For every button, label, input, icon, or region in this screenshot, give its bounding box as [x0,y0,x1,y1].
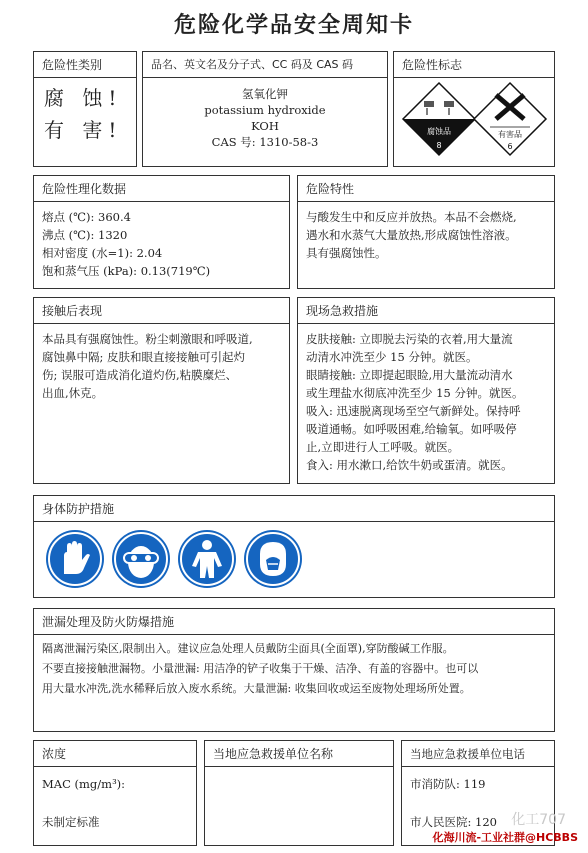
exposure-line: 出血,休克。 [42,386,104,400]
melting-point: 熔点 (℃): 360.4 [42,210,131,224]
identity-header: 品名、英文名及分子式、CC 码及 CAS 码 [143,52,387,78]
harmful-sign-icon [474,83,546,155]
gloves-icon [46,530,104,588]
fire-department-phone: 市消防队: 119 [410,777,486,791]
hazard-sign-box [393,51,555,167]
spill-line: 隔离泄漏污染区,限制出入。建议应急处理人员戴防尘面具(全面罩),穿防酸碱工作服。 [42,642,454,655]
vapor-pressure: 饱和蒸气压 (kPa): 0.13(719℃) [42,264,211,278]
watermark: 化海川流-工业社群@HCBBS [432,831,578,844]
first-aid-box [297,297,555,484]
watermark-faint: 化工707 [511,812,566,828]
physchem-lines [42,208,283,280]
spill-line: 用大量水冲洗,洗水稀释后放入废水系统。大量泄漏: 收集回收或运至废物处理场所处置。 [42,682,471,695]
hazard-sign-header: 危险性标志 [394,52,554,78]
spill-box [33,608,555,732]
rescue-unit-header: 当地应急救援单位名称 [205,741,393,767]
exposure-line: 伤; 误服可造成消化道灼伤,粘膜糜烂、 [42,368,238,382]
first-aid-line: 吸入: 迅速脱离现场至空气新鲜处。保持呼 [306,404,521,418]
hazard-props-line: 具有强腐蚀性。 [306,246,387,260]
hazard-props-line: 遇水和水蒸气大量放热,形成腐蚀性溶液。 [306,228,517,242]
exposure-line: 腐蚀鼻中隔; 皮肤和眼直接接触可引起灼 [42,350,246,364]
concentration-box [33,740,197,846]
first-aid-line: 止,立即进行人工呼吸。就医。 [306,440,460,454]
physchem-box [33,175,290,289]
first-aid-line: 吸道通畅。如呼吸困难,给输氧。如呼吸停 [306,422,517,436]
rescue-unit-box [204,740,394,846]
corrosive-sign-icon [403,83,475,155]
chemical-cn-name: 氢氧化钾 [242,87,288,101]
hazard-category-line1: 腐 蚀! [44,86,123,110]
harmful-sign-number: 6 [507,142,513,151]
corrosive-sign-number: 8 [436,141,442,150]
hazard-category-line2: 有 害! [44,118,123,142]
corrosive-sign-label: 腐蚀品 [427,127,451,136]
spill-lines [42,639,548,699]
concentration-header: 浓度 [34,741,196,767]
chemical-cas: CAS 号: 1310-58-3 [211,135,319,149]
spill-line: 不要直接接触泄漏物。小量泄漏: 用洁净的铲子收集于干燥、洁净、有盖的容器中。也可以 [42,662,479,675]
first-aid-line: 食入: 用水漱口,给饮牛奶或蛋清。就医。 [306,458,513,472]
exposure-line: 本品具有强腐蚀性。粉尘刺激眼和呼吸道, [42,332,253,346]
harmful-sign-label: 有害品 [498,130,522,139]
hazard-category-header: 危险性类别 [34,52,136,78]
exposure-header: 接触后表现 [34,298,289,324]
hazard-pictograms [394,79,554,165]
relative-density: 相对密度 (水=1): 2.04 [42,246,163,260]
respirator-icon [244,530,302,588]
first-aid-lines [306,330,548,474]
hazard-props-box [297,175,555,289]
first-aid-line: 皮肤接触: 立即脱去污染的衣着,用大量流 [306,332,513,346]
page-title: 危险化学品安全周知卡 [173,13,414,38]
first-aid-header: 现场急救措施 [298,298,554,324]
protection-box [33,495,555,598]
identity-box [142,51,388,167]
first-aid-line: 或生理盐水彻底冲洗至少 15 分钟。就医。 [306,386,524,400]
spill-header: 泄漏处理及防火防爆措施 [34,609,554,635]
goggles-icon [112,530,170,588]
hazard-category-box [33,51,137,167]
hazard-props-line: 与酸发生中和反应并放热。本品不会燃烧, [306,210,517,224]
physchem-header: 危险性理化数据 [34,176,289,202]
concentration-value: 未制定标准 [42,815,100,829]
concentration-mac: MAC (mg/m³): [42,777,126,791]
chemical-formula: KOH [251,119,279,133]
hazard-props-lines [306,208,548,262]
exposure-lines [42,330,283,402]
chemical-en-name: potassium hydroxide [204,103,326,117]
exposure-box [33,297,290,484]
protective-suit-icon [178,530,236,588]
identity-text [143,86,387,150]
rescue-phone-header: 当地应急救援单位电话 [402,741,554,767]
hospital-phone: 市人民医院: 120 [410,815,497,829]
hazard-category-text [44,82,130,146]
protection-header: 身体防护措施 [34,496,554,522]
first-aid-line: 眼睛接触: 立即提起眼睑,用大量流动清水 [306,368,513,382]
first-aid-line: 动清水冲洗至少 15 分钟。就医。 [306,350,478,364]
hazard-props-header: 危险特性 [298,176,554,202]
boiling-point: 沸点 (℃): 1320 [42,228,128,242]
